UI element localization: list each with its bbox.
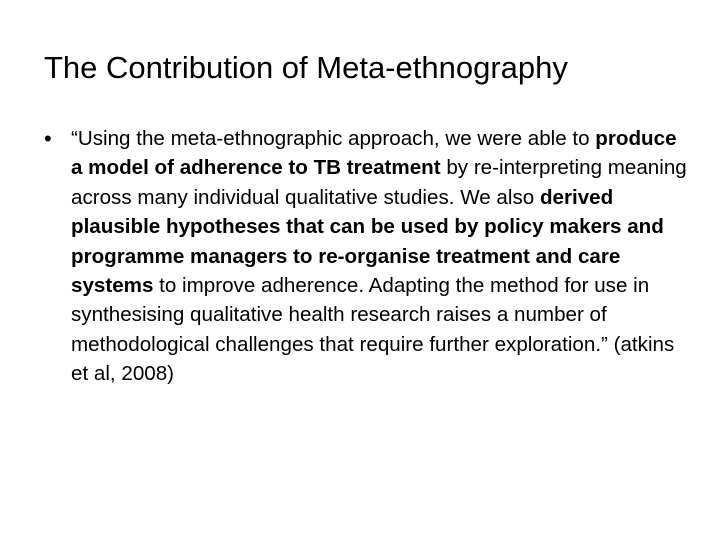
quote-segment: by re-interpreting meaning across many individual qualitative studies. We also xyxy=(71,156,687,209)
slide-title: The Contribution of Meta-ethnography xyxy=(44,50,568,85)
quote-segment-bold: produce a model of adherence to TB treatment xyxy=(71,127,677,180)
quote-segment: “Using the meta-ethnographic approach, we were able to xyxy=(71,127,596,150)
quote-segment: to improve adherence. Adapting the method for use in synthesising qualitative health research raises a number of methodological challenges that require further exploration.” (atkins et al, 2008) xyxy=(71,274,675,386)
bullet-marker: • xyxy=(44,126,52,151)
quote-text xyxy=(71,124,691,389)
bullet-item xyxy=(44,124,687,389)
quote-segment-bold: derived plausible hypotheses that can be used by policy makers and programme managers to re-organise treatment and care systems xyxy=(71,185,664,298)
